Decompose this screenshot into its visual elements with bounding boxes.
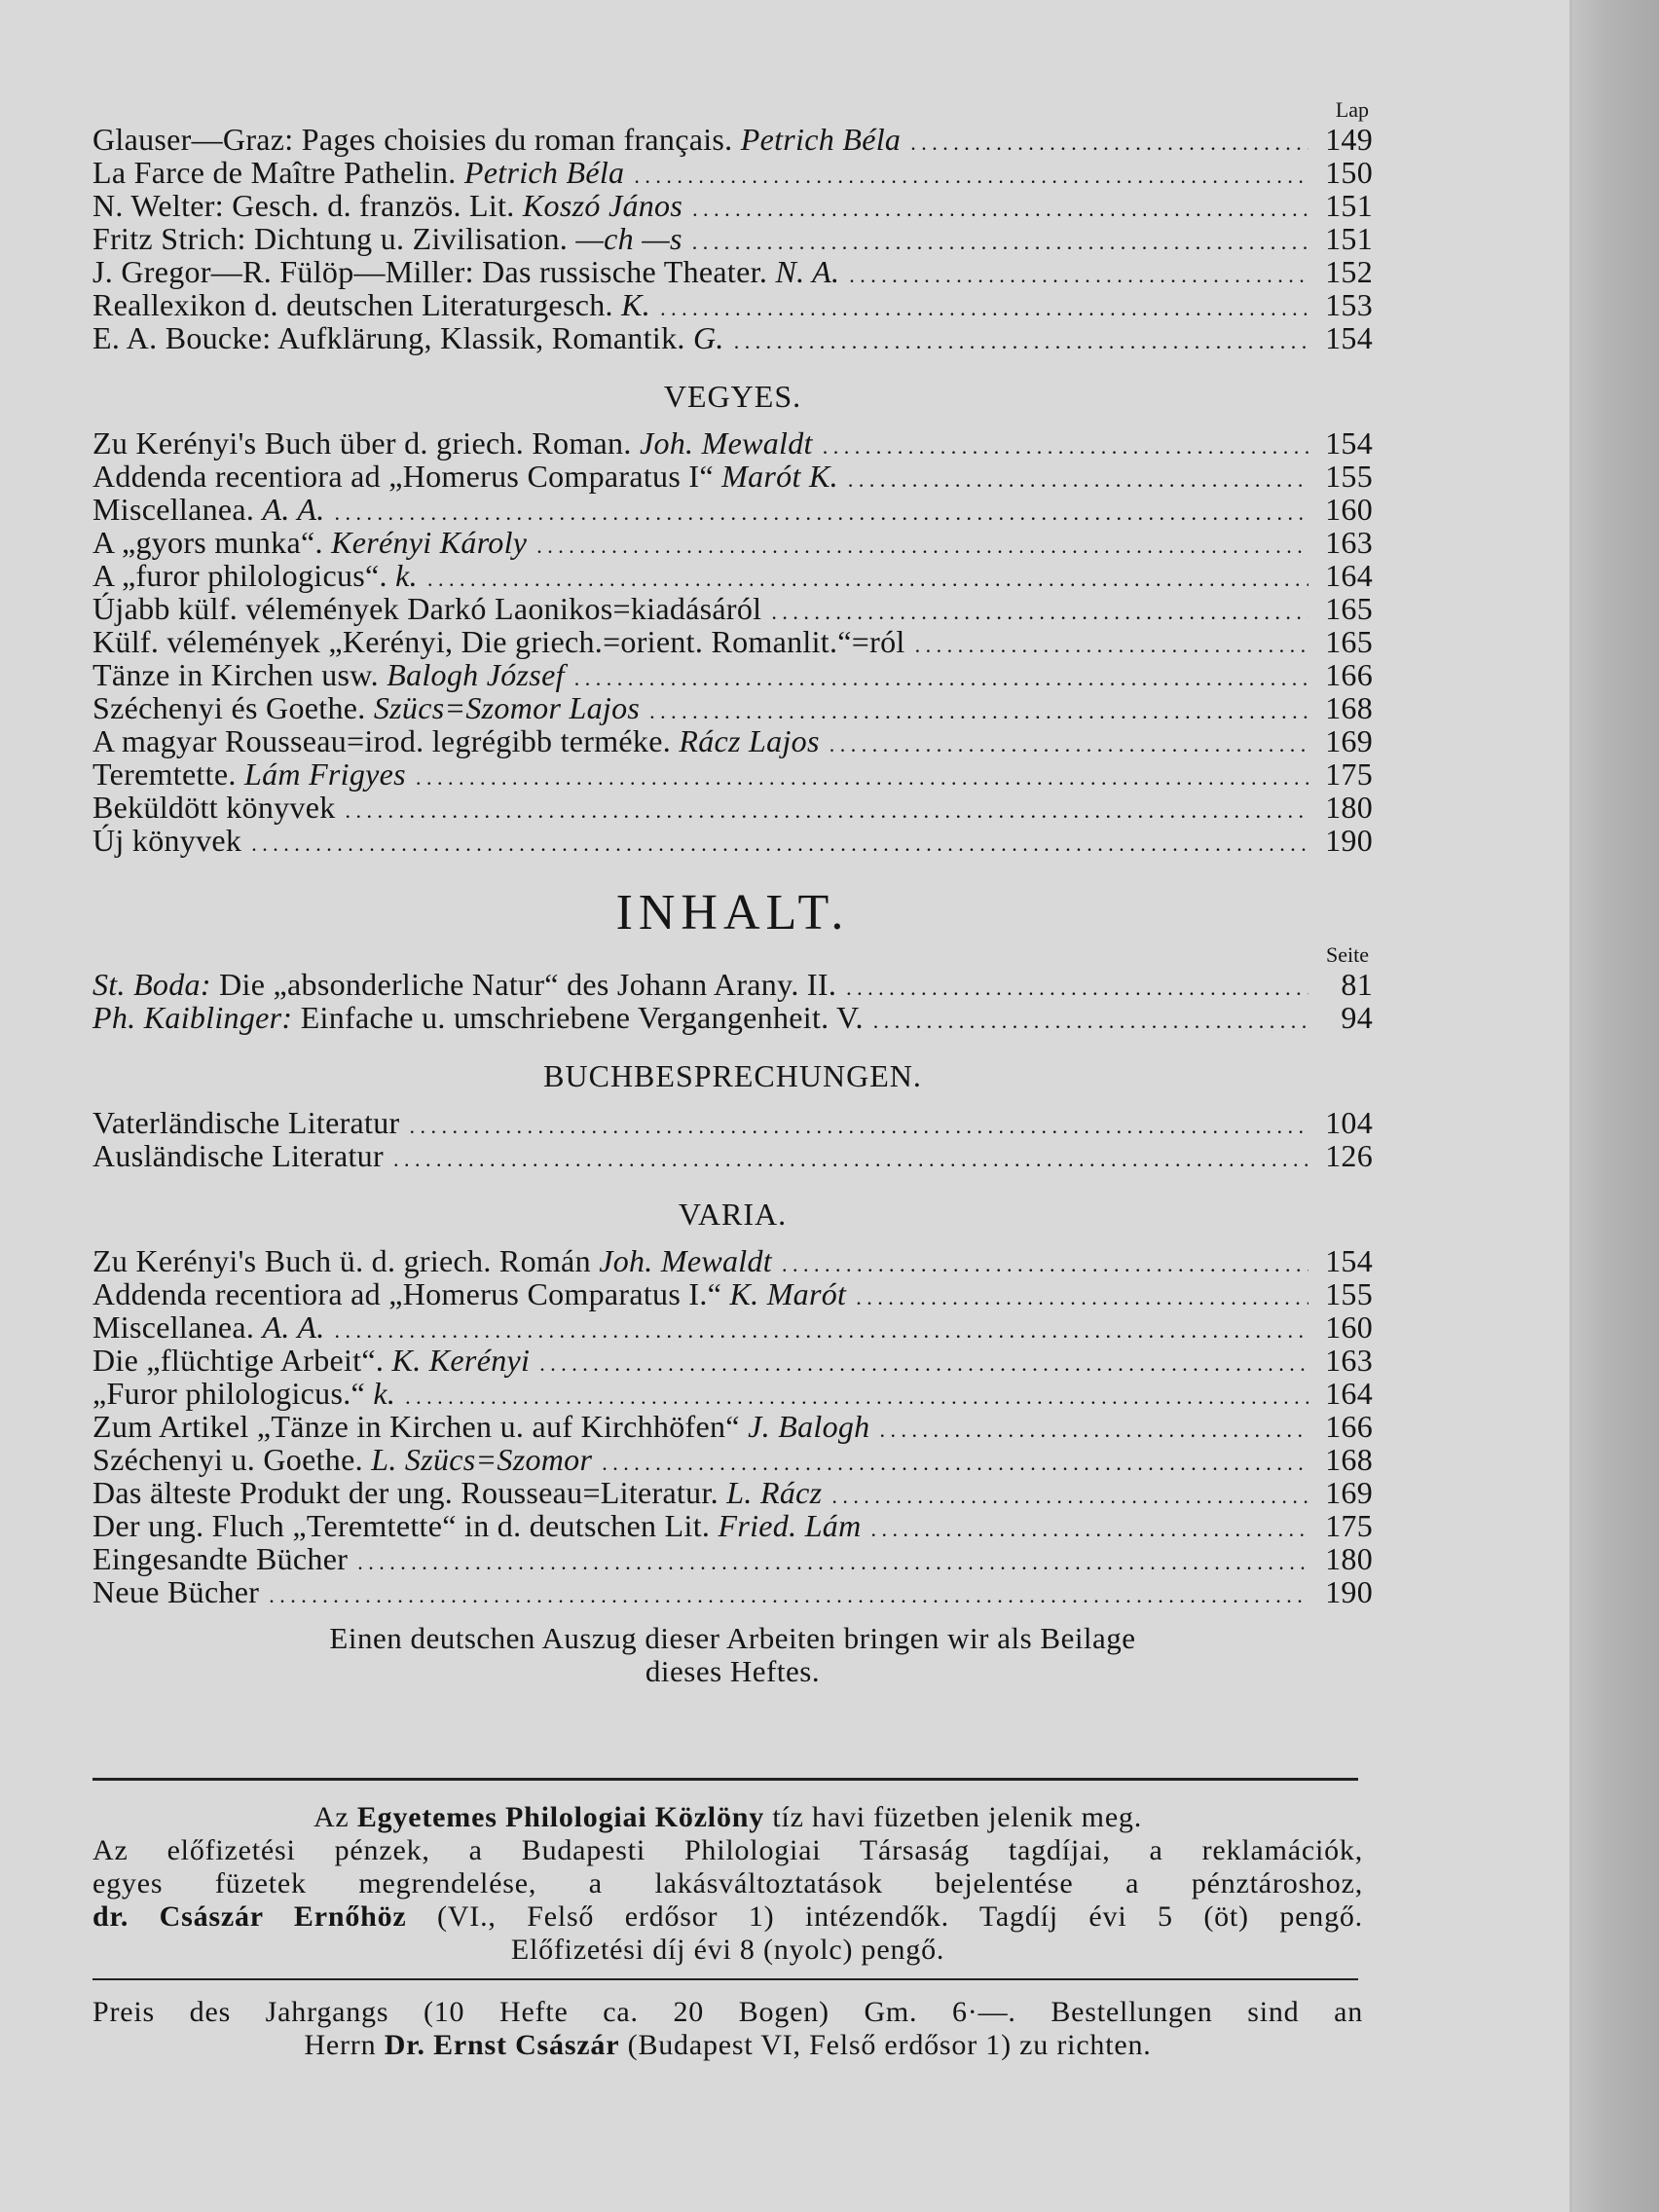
entry-text: [92, 1001, 864, 1034]
entry-page-number: 149: [1325, 122, 1373, 157]
entry-text: [92, 968, 836, 1001]
entry-page-number: 169: [1325, 723, 1373, 758]
dot-leader: [910, 123, 1309, 156]
entry-text: [92, 1509, 862, 1542]
price-line2-pre: Herrn: [304, 2029, 377, 2061]
entry-title: Új könyvek: [92, 823, 242, 858]
entry-text: [92, 757, 406, 791]
entry-title: Külf. vélemények „Kerényi, Die griech.=orient. Romanlit.“=ról: [92, 624, 905, 659]
entry-text: [92, 691, 640, 724]
entry-text: [92, 1344, 530, 1377]
toc-entry: [92, 1443, 1373, 1476]
info-line5: Előfizetési díj évi 8 (nyolc) pengő.: [510, 1934, 945, 1966]
entry-text: [92, 791, 336, 824]
buch-list: [92, 1106, 1373, 1172]
dot-leader: [405, 1377, 1309, 1410]
dot-leader: [536, 526, 1309, 559]
dot-leader: [831, 1476, 1309, 1509]
entry-title: Széchenyi és Goethe.: [92, 690, 366, 725]
entry-title: Vaterländische Literatur: [92, 1105, 400, 1140]
toc-entry: [92, 526, 1373, 559]
entry-text: [92, 1277, 846, 1310]
dot-leader: [849, 255, 1309, 288]
entry-author: Marót K.: [721, 459, 838, 494]
dot-leader: [269, 1575, 1309, 1608]
entry-author: k.: [395, 558, 418, 593]
entry-text: [92, 1310, 325, 1344]
entry-page-number: 168: [1325, 690, 1373, 725]
entry-author: L. Szücs=Szomor: [371, 1442, 593, 1477]
entry-text: [92, 1542, 348, 1575]
entry-title: Addenda recentiora ad „Homerus Comparatus I“: [92, 459, 714, 494]
entry-page-number: 154: [1325, 1243, 1373, 1278]
entry-title: Teremtette.: [92, 756, 237, 792]
entry-text: [92, 824, 241, 857]
entry-page-number: 165: [1325, 591, 1373, 626]
beilage-note-line1: Einen deutschen Auszug dieser Arbeiten bringen wir als Beilage: [329, 1621, 1136, 1655]
dot-leader: [915, 625, 1309, 658]
toc-entry: [92, 1575, 1373, 1608]
entry-text: [92, 255, 839, 288]
entry-title: A magyar Rousseau=irod. legrégibb terméke.: [92, 723, 672, 758]
dot-leader: [692, 222, 1309, 255]
price-line2: [92, 2029, 1363, 2062]
entry-page-number: 160: [1325, 1309, 1373, 1345]
entry-page-number: 163: [1325, 525, 1373, 560]
beilage-note: [92, 1622, 1373, 1688]
dot-leader: [856, 1277, 1309, 1310]
info-line1-pre: Az: [313, 1801, 350, 1833]
entry-page-number: 155: [1325, 459, 1373, 494]
entry-title: A „gyors munka“.: [92, 525, 323, 560]
entry-author: Kerényi Károly: [331, 525, 528, 560]
buchbesprechungen-heading: BUCHBESPRECHUNGEN.: [543, 1058, 922, 1093]
entry-author: N. A.: [775, 254, 840, 289]
dot-leader: [574, 658, 1309, 691]
inhalt-title: INHALT.: [615, 885, 850, 940]
entry-page-number: 168: [1325, 1442, 1373, 1477]
info-line1: [92, 1801, 1363, 1834]
dot-leader: [771, 592, 1309, 625]
toc-entry: [92, 1277, 1373, 1310]
entry-title: Miscellanea.: [92, 1309, 255, 1345]
entry-page-number: 160: [1325, 492, 1373, 527]
toc-entry: [92, 493, 1373, 526]
info-line4: [92, 1900, 1363, 1934]
dot-leader: [660, 288, 1309, 321]
info-line1-post: tíz havi füzetben jelenik meg.: [772, 1801, 1143, 1833]
articles-list: [92, 968, 1373, 1034]
entry-text: [92, 189, 682, 222]
info-line2: Az előfizetési pénzek, a Budapesti Philologiai Társaság tagdíjai, a reklamációk,: [92, 1834, 1363, 1866]
entry-text: [92, 321, 724, 354]
entry-page-number: 81: [1341, 967, 1373, 1002]
entry-page-number: 180: [1325, 1541, 1373, 1576]
varia-list: [92, 1244, 1373, 1608]
entry-page-number: 152: [1325, 254, 1373, 289]
dot-leader: [539, 1344, 1309, 1377]
entry-page-number: 126: [1325, 1138, 1373, 1173]
entry-text: [92, 1106, 400, 1139]
entry-title: Ausländische Literatur: [92, 1138, 384, 1173]
entry-title: Addenda recentiora ad „Homerus Comparatus I.“: [92, 1276, 722, 1311]
toc-entry: [92, 791, 1373, 824]
dot-leader: [416, 757, 1309, 791]
publication-info: [92, 1801, 1363, 1967]
entry-title: Tänze in Kirchen usw.: [92, 657, 379, 692]
entry-text: [92, 288, 650, 321]
entry-title: Zum Artikel „Tänze in Kirchen u. auf Kirchhöfen“: [92, 1409, 740, 1444]
book-spine: [1572, 0, 1659, 2212]
entry-page-number: 190: [1325, 823, 1373, 858]
entry-author: K. Marót: [729, 1276, 847, 1311]
entry-page-number: 155: [1325, 1276, 1373, 1311]
entry-text: [92, 658, 565, 691]
toc-entry: [92, 1377, 1373, 1410]
entry-page-number: 163: [1325, 1343, 1373, 1378]
toc-entry: [92, 321, 1373, 354]
entry-text: [92, 559, 418, 592]
toc-entry: [92, 1139, 1373, 1172]
entry-author: A. A.: [262, 1309, 325, 1345]
entry-author: Fried. Lám: [718, 1508, 862, 1543]
toc-entry: [92, 255, 1373, 288]
entry-text: [92, 426, 813, 460]
entry-text: [92, 493, 325, 526]
toc-entry: [92, 1542, 1373, 1575]
toc-entry: [92, 1344, 1373, 1377]
entry-author: K. Kerényi: [391, 1343, 531, 1378]
entry-page-number: 151: [1325, 221, 1373, 256]
toc-entry: [92, 1106, 1373, 1139]
entry-text: [92, 1443, 592, 1476]
entry-page-number: 94: [1341, 1000, 1373, 1035]
entry-page-number: 154: [1325, 425, 1373, 461]
dot-leader: [871, 1509, 1309, 1542]
info-line3: egyes füzetek megrendelése, a lakásváltoztatások bejelentése a pénztároshoz,: [92, 1867, 1363, 1899]
toc-entry: [92, 592, 1373, 625]
dot-leader: [846, 968, 1309, 1001]
toc-entry: [92, 824, 1373, 857]
dot-leader: [427, 559, 1309, 592]
entry-title: Einfache u. umschriebene Vergangenheit. V.: [300, 1000, 864, 1035]
entry-title: N. Welter: Gesch. d. französ. Lit.: [92, 188, 515, 223]
entry-author: Rácz Lajos: [679, 723, 820, 758]
entry-text: [92, 1575, 259, 1608]
info-line4-post: (VI., Felső erdősor 1) intézendők. Tagdíj évi 5 (öt) pengő.: [437, 1900, 1363, 1933]
dot-leader: [602, 1443, 1309, 1476]
entry-title: Reallexikon d. deutschen Literaturgesch.: [92, 287, 613, 322]
toc-entry: [92, 123, 1373, 156]
entry-title: E. A. Boucke: Aufklärung, Klassik, Romantik.: [92, 320, 685, 355]
toc-entry: [92, 1509, 1373, 1542]
entry-page-number: 164: [1325, 1376, 1373, 1411]
entry-author: k.: [373, 1376, 396, 1411]
price-line1: Preis des Jahrgangs (10 Hefte ca. 20 Bogen) Gm. 6·—. Bestellungen sind an: [92, 1996, 1363, 2028]
dot-leader: [251, 824, 1309, 857]
entry-page-number: 166: [1325, 1409, 1373, 1444]
lap-label: Lap: [1335, 97, 1369, 122]
entry-author: Szücs=Szomor Lajos: [373, 690, 641, 725]
entry-author: Balogh József: [387, 657, 565, 692]
entry-title: J. Gregor—R. Fülöp—Miller: Das russische Theater.: [92, 254, 768, 289]
journal-name: Egyetemes Philologiai Közlöny: [356, 1801, 765, 1833]
entry-title: A „furor philologicus“.: [92, 558, 387, 593]
entry-title: „Furor philologicus.“: [92, 1376, 366, 1411]
dot-leader: [410, 1106, 1309, 1139]
entry-title: Zu Kerényi's Buch ü. d. griech. Román: [92, 1243, 591, 1278]
treasurer-name: dr. Császár Ernőhöz: [92, 1900, 407, 1933]
dot-leader: [823, 426, 1309, 460]
dot-leader: [634, 156, 1309, 189]
entry-text: [92, 460, 838, 493]
entry-text: [92, 526, 527, 559]
dot-leader: [335, 493, 1309, 526]
entry-text: [92, 724, 820, 757]
toc-entry: [92, 156, 1373, 189]
entry-title: Neue Bücher: [92, 1574, 260, 1609]
entry-title: Fritz Strich: Dichtung u. Zivilisation.: [92, 221, 569, 256]
reviews-list: [92, 123, 1373, 354]
entry-text: [92, 222, 682, 255]
divider-top: [92, 1778, 1358, 1781]
dot-leader: [873, 1001, 1309, 1034]
entry-page-number: 180: [1325, 790, 1373, 825]
toc-entry: [92, 968, 1373, 1001]
entry-page-number: 166: [1325, 657, 1373, 692]
entry-title: Die „flüchtige Arbeit“.: [92, 1343, 385, 1378]
entry-title: Die „absonderliche Natur“ des Johann Arany. II.: [219, 967, 837, 1002]
entry-title: Eingesandte Bücher: [92, 1541, 349, 1576]
entry-author: Petrich Béla: [463, 155, 625, 190]
entry-author: —ch —s: [575, 221, 682, 256]
dot-leader: [830, 724, 1309, 757]
toc-entry: [92, 625, 1373, 658]
entry-page-number: 154: [1325, 320, 1373, 355]
dot-leader: [692, 189, 1309, 222]
dot-leader: [782, 1244, 1309, 1277]
seite-label: Seite: [1326, 942, 1369, 967]
vegyes-heading: VEGYES.: [663, 379, 802, 414]
entry-text: [92, 1377, 395, 1410]
varia-heading: VARIA.: [678, 1197, 788, 1232]
toc-entry: [92, 691, 1373, 724]
price-line2-post: (Budapest VI, Felső erdősor 1) zu richten.: [627, 2029, 1152, 2061]
entry-page-number: 190: [1325, 1574, 1373, 1609]
entry-author: L. Rácz: [726, 1475, 823, 1510]
entry-author: K.: [621, 287, 651, 322]
entry-page-number: 150: [1325, 155, 1373, 190]
entry-author: Ph. Kaiblinger:: [92, 1000, 293, 1035]
dot-leader: [346, 791, 1309, 824]
toc-entry: [92, 1001, 1373, 1034]
entry-page-number: 175: [1325, 756, 1373, 792]
entry-title: Széchenyi u. Goethe.: [92, 1442, 363, 1477]
toc-entry: [92, 757, 1373, 791]
beilage-note-line2: dieses Heftes.: [645, 1654, 821, 1688]
contact-name: Dr. Ernst Császár: [384, 2029, 620, 2061]
entry-author: J. Balogh: [748, 1409, 870, 1444]
entry-text: [92, 1244, 772, 1277]
entry-title: Zu Kerényi's Buch über d. griech. Roman.: [92, 425, 632, 461]
dot-leader: [649, 691, 1309, 724]
entry-title: Miscellanea.: [92, 492, 255, 527]
entry-text: [92, 592, 761, 625]
toc-entry: [92, 1476, 1373, 1509]
toc-entry: [92, 1310, 1373, 1344]
entry-page-number: 169: [1325, 1475, 1373, 1510]
dot-leader: [879, 1410, 1309, 1443]
toc-entry: [92, 1244, 1373, 1277]
entry-page-number: 165: [1325, 624, 1373, 659]
vegyes-list: [92, 426, 1373, 857]
entry-author: Joh. Mewaldt: [599, 1243, 772, 1278]
toc-entry: [92, 1410, 1373, 1443]
toc-entry: [92, 288, 1373, 321]
entry-author: A. A.: [262, 492, 325, 527]
toc-entry: [92, 189, 1373, 222]
entry-text: [92, 1410, 869, 1443]
entry-text: [92, 123, 901, 156]
table-of-contents: [92, 97, 1373, 1688]
dot-leader: [357, 1542, 1309, 1575]
entry-author: G.: [693, 320, 724, 355]
entry-text: [92, 1476, 822, 1509]
price-info: [92, 1996, 1363, 2062]
divider-bottom: [92, 1978, 1358, 1980]
entry-author: Lám Frigyes: [243, 756, 406, 792]
entry-title: La Farce de Maître Pathelin.: [92, 155, 457, 190]
entry-title: Beküldött könyvek: [92, 790, 336, 825]
entry-text: [92, 156, 624, 189]
entry-author: Petrich Béla: [740, 122, 902, 157]
entry-page-number: 164: [1325, 558, 1373, 593]
entry-page-number: 153: [1325, 287, 1373, 322]
toc-entry: [92, 559, 1373, 592]
dot-leader: [734, 321, 1309, 354]
entry-page-number: 104: [1325, 1105, 1373, 1140]
entry-author: Joh. Mewaldt: [639, 425, 813, 461]
toc-entry: [92, 426, 1373, 460]
entry-title: Der ung. Fluch „Teremtette“ in d. deutschen Lit.: [92, 1508, 711, 1543]
dot-leader: [335, 1310, 1309, 1344]
entry-page-number: 151: [1325, 188, 1373, 223]
entry-text: [92, 1139, 384, 1172]
entry-author: Koszó János: [522, 188, 683, 223]
entry-text: [92, 625, 905, 658]
dot-leader: [393, 1139, 1309, 1172]
entry-author: St. Boda:: [92, 967, 211, 1002]
entry-title: Újabb külf. vélemények Darkó Laonikos=kiadásáról: [92, 591, 762, 626]
entry-title: Das älteste Produkt der ung. Rousseau=Literatur.: [92, 1475, 719, 1510]
toc-entry: [92, 460, 1373, 493]
entry-title: Glauser—Graz: Pages choisies du roman français.: [92, 122, 733, 157]
dot-leader: [848, 460, 1309, 493]
toc-entry: [92, 658, 1373, 691]
entry-page-number: 175: [1325, 1508, 1373, 1543]
toc-entry: [92, 222, 1373, 255]
toc-entry: [92, 724, 1373, 757]
